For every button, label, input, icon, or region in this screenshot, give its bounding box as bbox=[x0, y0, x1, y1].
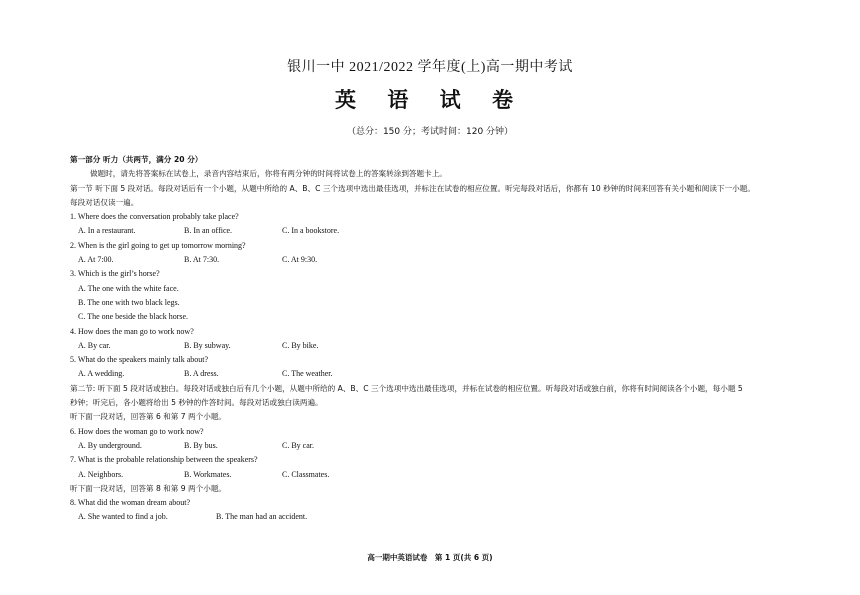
option-b: B. Workmates. bbox=[184, 469, 232, 479]
section2-instructions-cont: 秒钟；听完后，各小题将给出 5 秒钟的作答时间。每段对话或独白读两遍。 bbox=[70, 398, 323, 408]
option-b: B. In an office. bbox=[184, 226, 233, 236]
school-exam-line: 银川一中 2021/2022 学年度(上)高一期中考试 bbox=[287, 60, 573, 75]
option-b: B. The one with two black legs. bbox=[78, 297, 180, 307]
option-c: C. By bike. bbox=[282, 340, 319, 350]
exam-content bbox=[70, 153, 800, 525]
option-a: A. At 7:00. bbox=[78, 255, 114, 265]
question-stem: 1. Where does the conversation probably take place? bbox=[70, 212, 239, 222]
option-c: C. In a bookstore. bbox=[282, 226, 340, 236]
part1-heading: 第一部分 听力（共两节，满分 20 分） bbox=[70, 155, 203, 164]
option-b: B. By subway. bbox=[184, 340, 231, 350]
page-footer: 高一期中英语试卷 第 1 页(共 6 页) bbox=[367, 553, 493, 562]
option-c: C. The one beside the black horse. bbox=[78, 312, 189, 322]
listen-instruction: 听下面一段对话，回答第 8 和第 9 两个小题。 bbox=[70, 483, 227, 493]
section1-instructions-cont: 每段对话仅读一遍。 bbox=[70, 197, 139, 207]
option-a: A. The one with the white face. bbox=[78, 283, 179, 293]
option-b: B. The man had an accident. bbox=[216, 512, 308, 522]
option-a: A. She wanted to find a job. bbox=[78, 512, 168, 522]
exam-info: （总分：150 分；考试时间：120 分钟） bbox=[346, 127, 514, 137]
question-stem: 2. When is the girl going to get up tomorrow morning? bbox=[70, 240, 246, 250]
part1-intro: 做题时，请先将答案标在试卷上，录音内容结束后，你将有两分钟的时间将试卷上的答案转涂到答题卡上。 bbox=[90, 169, 447, 179]
option-c: C. At 9:30. bbox=[282, 255, 318, 265]
question-stem: 6. How does the woman go to work now? bbox=[70, 426, 204, 436]
question-stem: 4. How does the man go to work now? bbox=[70, 326, 194, 336]
option-b: B. By bus. bbox=[184, 440, 218, 450]
option-a: A. In a restaurant. bbox=[78, 226, 136, 236]
question-stem: 5. What do the speakers mainly talk about? bbox=[70, 355, 209, 365]
page-title: 英 语 试 卷 bbox=[335, 88, 525, 112]
option-c: C. The weather. bbox=[282, 369, 333, 379]
question-stem: 7. What is the probable relationship between the speakers? bbox=[70, 455, 258, 465]
option-a: A. A wedding. bbox=[78, 369, 125, 379]
question-options bbox=[70, 253, 800, 267]
section1-instructions: 第一节 听下面 5 段对话。每段对话后有一个小题，从题中所给的 A、B、C 三个选项中选出最佳选项，并标注在试卷的相应位置。听完每段对话后，你都有 10 秒钟的时间来回答有关小题和阅读下一小题。 bbox=[70, 183, 755, 193]
question-options bbox=[70, 339, 800, 353]
question-options bbox=[70, 439, 800, 453]
question-options bbox=[70, 367, 800, 381]
option-a: A. Neighbors. bbox=[78, 469, 124, 479]
option-a: A. By car. bbox=[78, 340, 111, 350]
question-options bbox=[70, 468, 800, 482]
question-stem: 3. Which is the girl’s horse? bbox=[70, 269, 160, 279]
section2-instructions: 第二节: 听下面 5 段对话或独白。每段对话或独白后有几个小题，从题中所给的 A、B、C 三个选项中选出最佳选项，并标在试卷的相应位置。听每段对话或独白前，你将有时间阅读各个小题，每小题 5 bbox=[70, 383, 743, 393]
question-options bbox=[70, 510, 800, 524]
question-stem: 8. What did the woman dream about? bbox=[70, 498, 191, 508]
option-a: A. By underground. bbox=[78, 440, 142, 450]
option-c: C. By car. bbox=[282, 440, 314, 450]
option-b: B. A dress. bbox=[184, 369, 219, 379]
question-options bbox=[70, 224, 800, 238]
listen-instruction: 听下面一段对话，回答第 6 和第 7 两个小题。 bbox=[70, 412, 227, 422]
option-c: C. Classmates. bbox=[282, 469, 330, 479]
option-b: B. At 7:30. bbox=[184, 255, 220, 265]
